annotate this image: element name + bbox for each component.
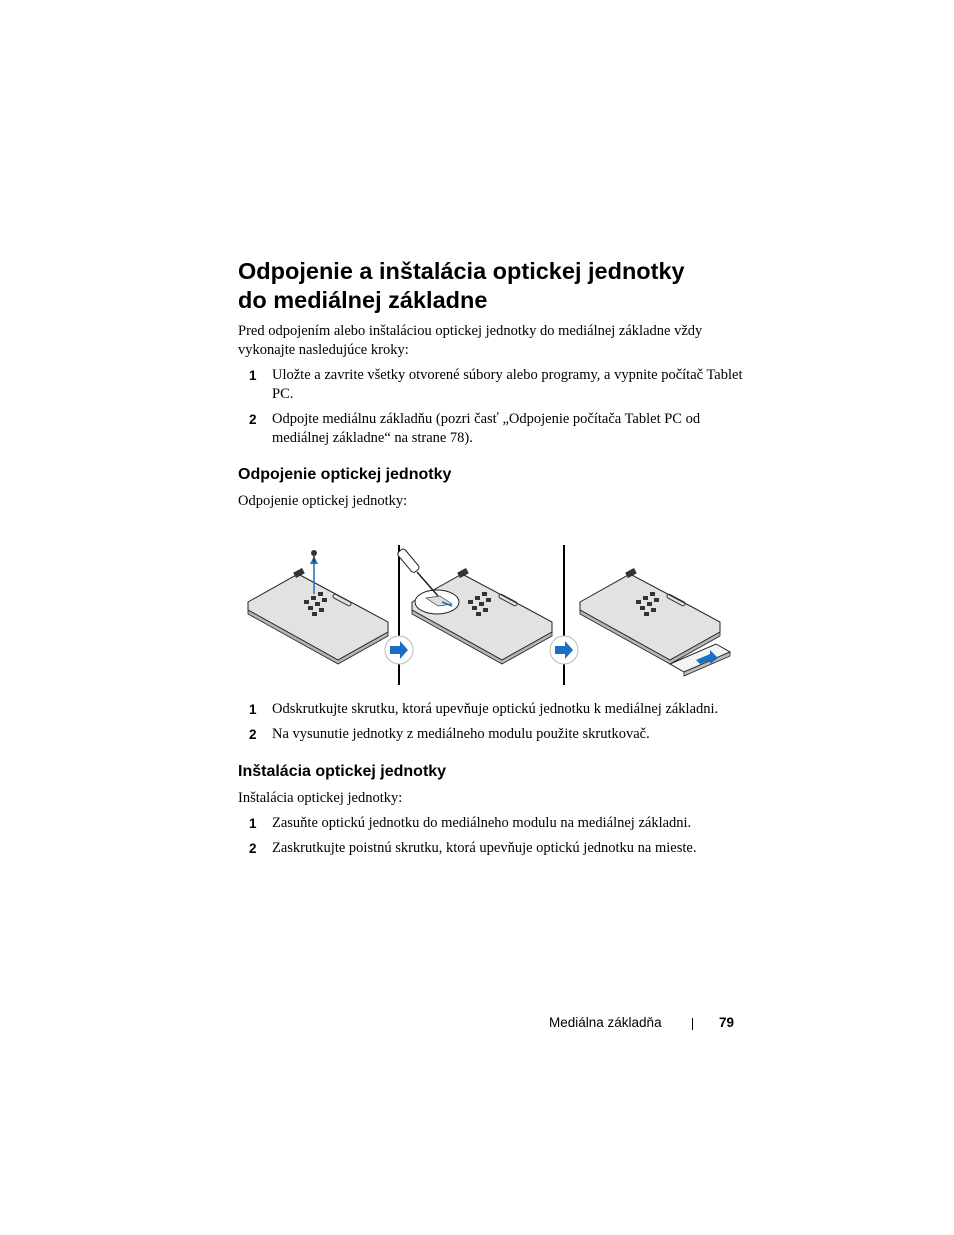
intro-paragraph: Pred odpojením alebo inštaláciou optickej jednotky do mediálnej základne vždy vykonajte nasledujúce kroky: (238, 323, 703, 358)
step-illustration-eject (580, 568, 730, 676)
step-text: Odpojte mediálnu základňu (pozri časť „Odpojenie počítača Tablet PC od mediálnej základne“ na strane 78). (272, 411, 701, 446)
prep-steps-list (238, 366, 743, 454)
step-text: Odskrutkujte skrutku, ktorá upevňuje optickú jednotku k mediálnej základni. (272, 701, 719, 717)
step-text: Zaskrutkujte poistnú skrutku, ktorá upevňuje optickú jednotku na mieste. (272, 840, 697, 856)
removal-illustration-svg (240, 540, 740, 690)
install-section-heading: Inštalácia optickej jednotky (238, 763, 447, 780)
remove-steps-list (238, 700, 743, 750)
step-number: 2 (249, 841, 257, 856)
step-text: Zasuňte optickú jednotku do mediálneho modulu na mediálnej základni. (272, 815, 692, 831)
step-number: 1 (249, 816, 257, 831)
footer-separator (692, 1018, 693, 1030)
step-text: Na vysunutie jednotky z mediálneho modulu použite skrutkovač. (272, 726, 650, 742)
removal-illustration (240, 540, 740, 690)
list-item (238, 725, 743, 744)
step-number: 1 (249, 702, 257, 717)
arrow-right-icon (550, 636, 578, 664)
page-number: 79 (719, 1015, 735, 1030)
list-item (238, 839, 743, 858)
list-item (238, 410, 743, 448)
step-illustration-screwdriver (397, 548, 552, 664)
remove-intro: Odpojenie optickej jednotky: (238, 493, 408, 509)
list-item (238, 366, 743, 404)
list-item (238, 700, 743, 719)
step-illustration-unscrew (248, 550, 388, 664)
page-title-line-1: Odpojenie a inštalácia optickej jednotky (238, 258, 685, 284)
page-title-line-2: do mediálnej základne (238, 287, 488, 313)
step-number: 2 (249, 412, 257, 427)
footer-section-name: Mediálna základňa (549, 1015, 662, 1030)
install-intro: Inštalácia optickej jednotky: (238, 790, 403, 806)
page-title (238, 257, 798, 315)
install-steps-list (238, 814, 743, 864)
step-number: 1 (249, 368, 257, 383)
list-item (238, 814, 743, 833)
step-text: Uložte a zavrite všetky otvorené súbory alebo programy, a vypnite počítač Tablet PC. (272, 367, 743, 402)
remove-section-heading: Odpojenie optickej jednotky (238, 466, 452, 483)
arrow-right-icon (385, 636, 413, 664)
step-number: 2 (249, 727, 257, 742)
